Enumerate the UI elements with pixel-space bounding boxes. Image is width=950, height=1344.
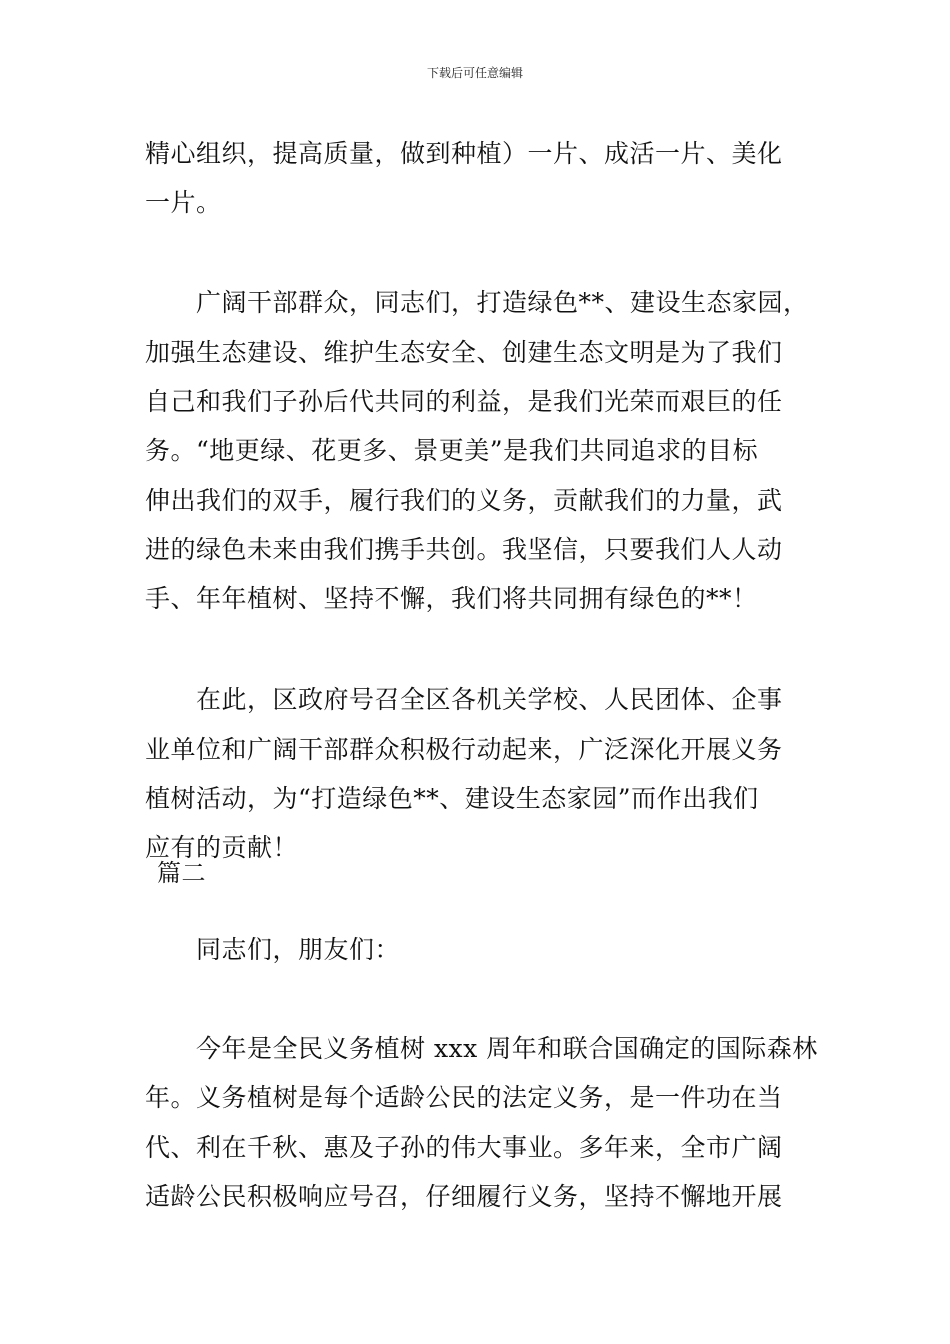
text-line: 年。义务植树是每个适龄公民的法定义务，是一件功在当 [145, 1083, 783, 1112]
paragraph-first-line: 广阔干部群众，同志们，打造绿色**、建设生态家园， [196, 288, 809, 317]
text-line: 应有的贡献！ [145, 833, 299, 862]
paragraph-first-line: 在此，区政府号召全区各机关学校、人民团体、企事 [196, 685, 783, 714]
text-line: 自己和我们子孙后代共同的利益，是我们光荣而艰巨的任 [145, 387, 783, 416]
text-line: 手、年年植树、坚持不懈，我们将共同拥有绿色的**！ [145, 584, 758, 613]
text-line: 加强生态建设、维护生态安全、创建生态文明是为了我们 [145, 338, 783, 367]
text-line: 精心组织，提高质量，做到种植）一片、成活一片、美化 [145, 139, 783, 168]
text-line: 植树活动，为“打造绿色**、建设生态家园”而作出我们 [145, 784, 759, 813]
salutation: 同志们，朋友们： [196, 935, 401, 964]
text-line: 伸出我们的双手，履行我们的义务，贡献我们的力量，武 [145, 486, 783, 515]
text-line: 业单位和广阔干部群众积极行动起来，广泛深化开展义务 [145, 735, 783, 764]
text-line: 适龄公民积极响应号召，仔细履行义务，坚持不懈地开展 [145, 1182, 783, 1211]
text-line: 务。“地更绿、花更多、景更美”是我们共同追求的目标 [145, 436, 759, 465]
section-title: 篇二 [157, 859, 206, 887]
paragraph-first-line: 今年是全民义务植树 xxx 周年和联合国确定的国际森林 [196, 1034, 818, 1063]
page-header-note: 下载后可任意编辑 [426, 66, 523, 80]
text-line: 代、利在千秋、惠及子孙的伟大事业。多年来，全市广阔 [145, 1133, 783, 1162]
text-line: 进的绿色未来由我们携手共创。我坚信，只要我们人人动 [145, 535, 783, 564]
text-line: 一片。 [145, 188, 222, 217]
